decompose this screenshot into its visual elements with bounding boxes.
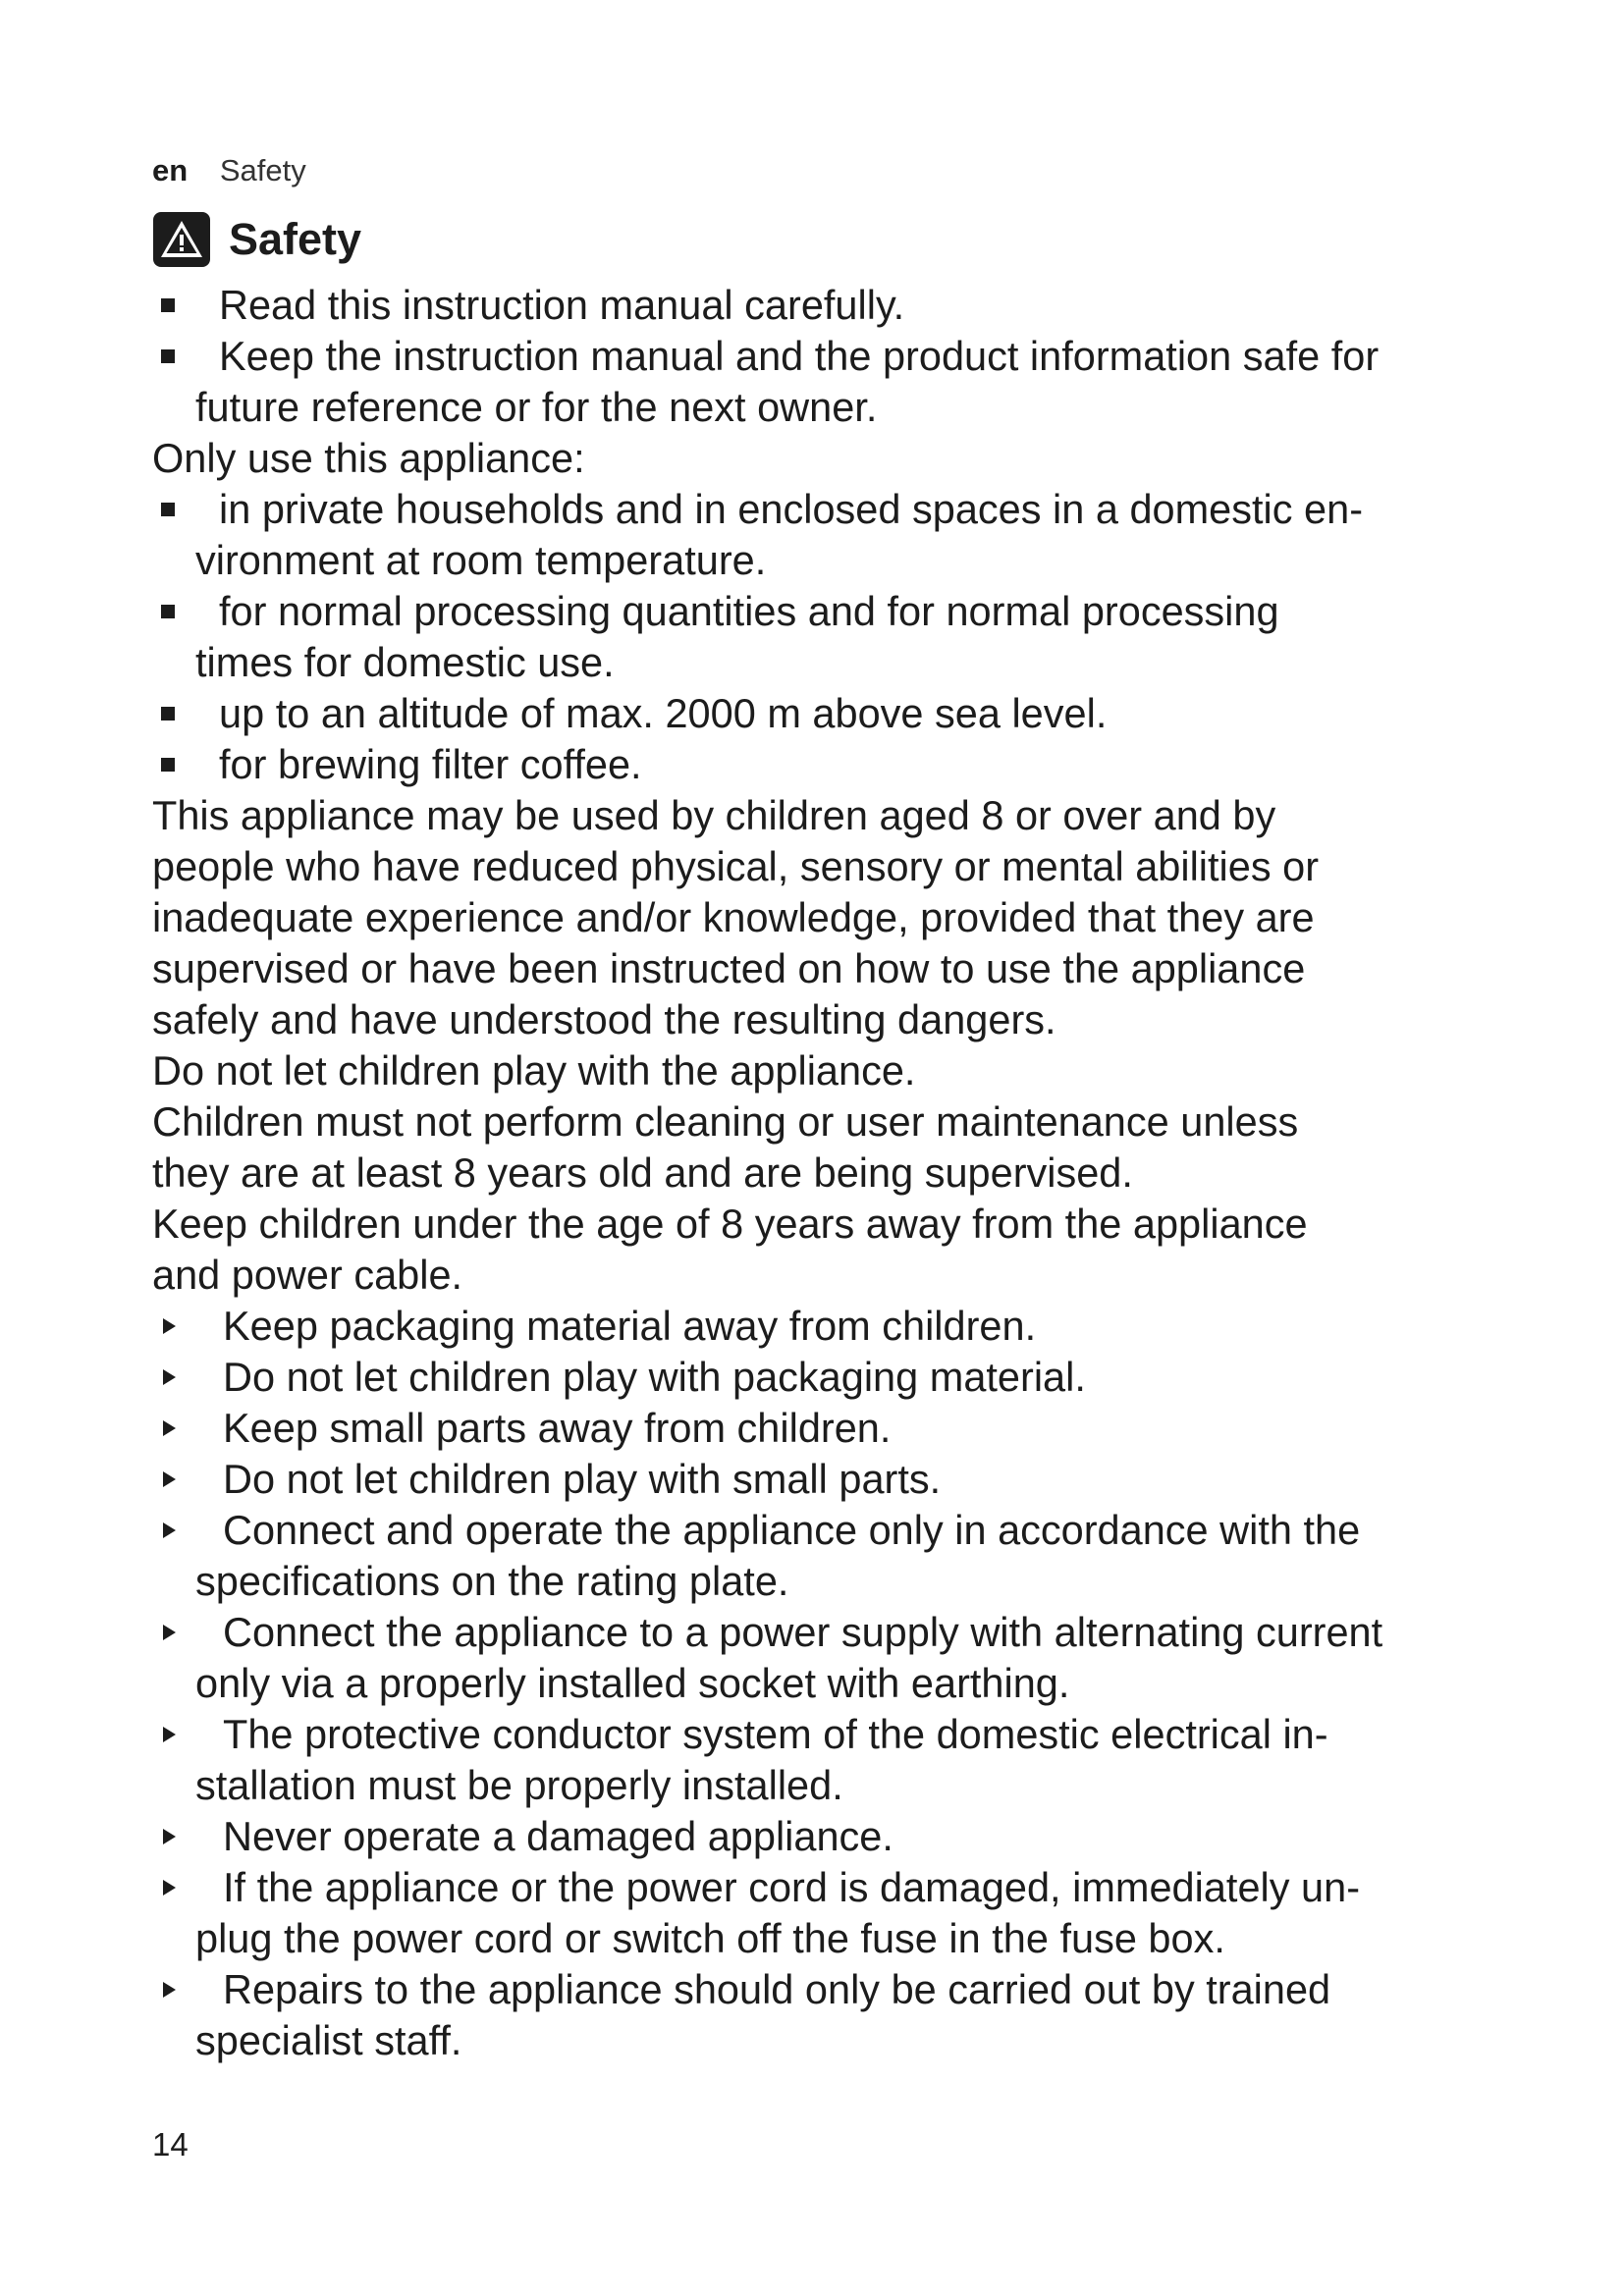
bullet-item — [152, 280, 1537, 331]
item-text: Do not let children play with packaging material. — [223, 1354, 1086, 1400]
bullet-item — [152, 739, 1537, 790]
item-line — [152, 1964, 1537, 2015]
item-continuation-line: specifications on the rating plate. — [195, 1558, 789, 1604]
item-text: for normal processing quantities and for normal processing — [219, 588, 1279, 634]
warning-triangle-icon — [152, 211, 211, 268]
bullet-item — [152, 484, 1537, 586]
item-continuation-line: times for domestic use. — [195, 639, 615, 685]
item-continuation-line: stallation must be properly installed. — [195, 1762, 843, 1808]
paragraph — [152, 1045, 1537, 1096]
running-header — [152, 153, 306, 188]
item-text: Repairs to the appliance should only be carried out by trained — [223, 1966, 1331, 2012]
item-line — [152, 1607, 1537, 1658]
square-bullet-icon — [161, 707, 175, 721]
item-continuation-line: plug the power cord or switch off the fuse in the fuse box. — [195, 1915, 1225, 1961]
triangle-bullet-icon — [163, 1318, 176, 1334]
triangle-bullet-icon — [163, 1880, 176, 1896]
paragraph-line: they are at least 8 years old and are being supervised. — [152, 1149, 1133, 1196]
triangle-bullet-icon — [163, 1829, 176, 1844]
item-text: If the appliance or the power cord is damaged, immediately un- — [223, 1864, 1361, 1910]
item-continuation-line: future reference or for the next owner. — [195, 384, 878, 430]
item-line — [152, 1352, 1537, 1403]
item-line — [152, 586, 1537, 637]
item-continuation-line: only via a properly installed socket with earthing. — [195, 1660, 1070, 1706]
section-heading — [152, 211, 361, 268]
square-bullet-icon — [161, 503, 175, 516]
item-line — [152, 1505, 1537, 1556]
paragraph — [152, 1199, 1537, 1301]
item-line — [152, 1811, 1537, 1862]
instruction-item — [152, 1454, 1537, 1505]
safety-content — [152, 280, 1537, 2066]
item-text: in private households and in enclosed spaces in a domestic en- — [219, 486, 1364, 532]
item-line — [152, 1709, 1537, 1760]
item-text: Read this instruction manual carefully. — [219, 282, 905, 328]
triangle-bullet-icon — [163, 1522, 176, 1538]
bullet-item — [152, 586, 1537, 688]
page-number: 14 — [152, 2126, 189, 2163]
item-text: Never operate a damaged appliance. — [223, 1813, 893, 1859]
paragraph-line: This appliance may be used by children aged 8 or over and by — [152, 792, 1276, 838]
item-text: up to an altitude of max. 2000 m above sea level. — [219, 690, 1108, 736]
item-line — [152, 1403, 1537, 1454]
instruction-list — [152, 1301, 1537, 2066]
running-section-title: Safety — [219, 153, 306, 187]
usage-bullet-list — [152, 484, 1537, 790]
bullet-item — [152, 331, 1537, 433]
instruction-item — [152, 1709, 1537, 1811]
item-line — [152, 1862, 1537, 1913]
paragraph-line: people who have reduced physical, sensory or mental abilities or — [152, 843, 1320, 889]
item-text: The protective conductor system of the domestic electrical in- — [223, 1711, 1328, 1757]
paragraph-line: and power cable. — [152, 1252, 463, 1298]
paragraph-line: safely and have understood the resulting dangers. — [152, 996, 1056, 1042]
bullet-item — [152, 688, 1537, 739]
instruction-item — [152, 1964, 1537, 2066]
item-line — [152, 1301, 1537, 1352]
instruction-item — [152, 1607, 1537, 1709]
instruction-item — [152, 1811, 1537, 1862]
square-bullet-icon — [161, 605, 175, 618]
triangle-bullet-icon — [163, 1471, 176, 1487]
paragraph-line: Keep children under the age of 8 years away from the appliance — [152, 1201, 1308, 1247]
intro-bullet-list — [152, 280, 1537, 433]
square-bullet-icon — [161, 298, 175, 312]
paragraph-line: inadequate experience and/or knowledge, provided that they are — [152, 894, 1315, 940]
item-text: Keep the instruction manual and the product information safe for — [219, 333, 1380, 379]
item-text: Do not let children play with small parts. — [223, 1456, 942, 1502]
square-bullet-icon — [161, 758, 175, 772]
paragraph — [152, 1096, 1537, 1199]
item-line — [152, 280, 1537, 331]
item-text: for brewing filter coffee. — [219, 741, 642, 787]
item-continuation-line: vironment at room temperature. — [195, 537, 767, 583]
language-code: en — [152, 153, 189, 187]
paragraph-line: Children must not perform cleaning or user maintenance unless — [152, 1098, 1299, 1145]
instruction-item — [152, 1862, 1537, 1964]
instruction-item — [152, 1352, 1537, 1403]
only-use-heading: Only use this appliance: — [152, 435, 585, 481]
triangle-bullet-icon — [163, 1420, 176, 1436]
triangle-bullet-icon — [163, 1625, 176, 1640]
instruction-item — [152, 1505, 1537, 1607]
item-text: Connect the appliance to a power supply with alternating current — [223, 1609, 1383, 1655]
square-bullet-icon — [161, 349, 175, 363]
children-paragraphs — [152, 790, 1537, 1301]
paragraph-line: supervised or have been instructed on how to use the appliance — [152, 945, 1306, 991]
item-line — [152, 739, 1537, 790]
instruction-item — [152, 1403, 1537, 1454]
triangle-bullet-icon — [163, 1369, 176, 1385]
paragraph — [152, 790, 1537, 1045]
triangle-bullet-icon — [163, 1727, 176, 1742]
item-line — [152, 484, 1537, 535]
item-line — [152, 688, 1537, 739]
item-line — [152, 331, 1537, 382]
item-text: Keep small parts away from children. — [223, 1405, 892, 1451]
triangle-bullet-icon — [163, 1982, 176, 1998]
instruction-item — [152, 1301, 1537, 1352]
section-title: Safety — [229, 214, 362, 264]
item-line — [152, 1454, 1537, 1505]
item-continuation-line: specialist staff. — [195, 2017, 462, 2063]
paragraph-line: Do not let children play with the appliance. — [152, 1047, 916, 1094]
item-text: Connect and operate the appliance only in accordance with the — [223, 1507, 1361, 1553]
item-text: Keep packaging material away from children. — [223, 1303, 1037, 1349]
